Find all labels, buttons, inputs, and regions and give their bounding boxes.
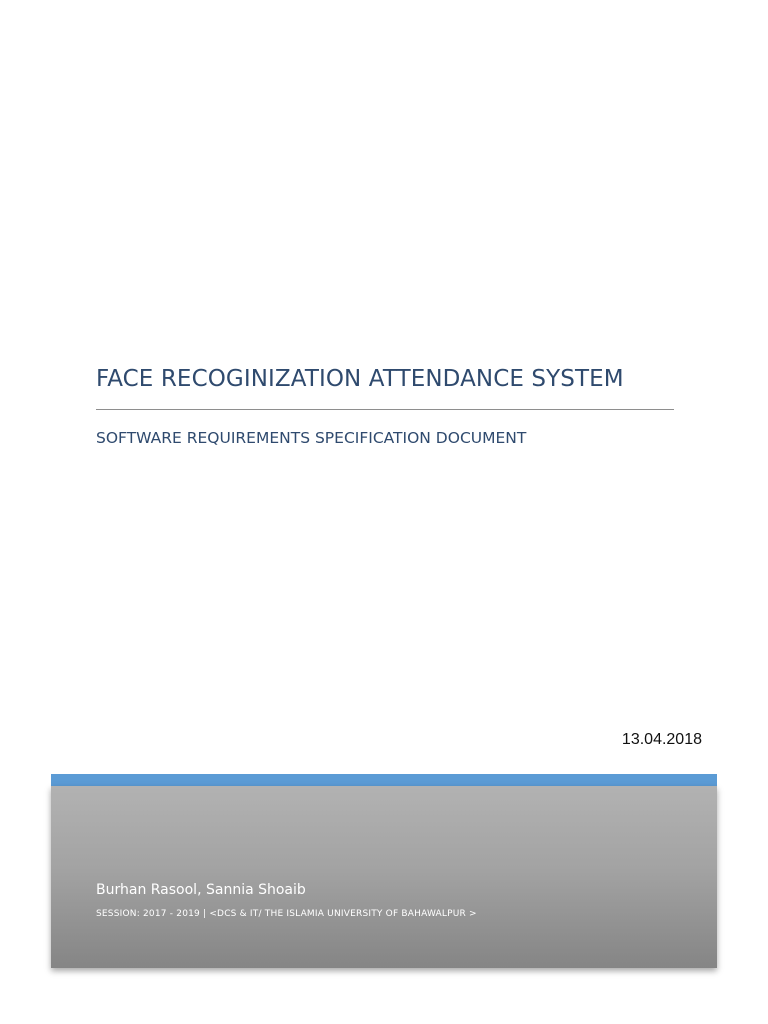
- session-text: SESSION: 2017 - 2019 | <DCS & IT/ THE ISLAMIA UNIVERSITY OF BAHAWALPUR >: [96, 909, 477, 919]
- document-date: 13.04.2018: [621, 731, 702, 748]
- document-title: FACE RECOGINIZATION ATTENDANCE SYSTEM: [96, 366, 624, 392]
- footer-block: [51, 786, 717, 968]
- title-divider: [96, 409, 674, 410]
- document-subtitle: SOFTWARE REQUIREMENTS SPECIFICATION DOCUMENT: [96, 429, 527, 447]
- authors-text: Burhan Rasool, Sannia Shoaib: [96, 882, 306, 898]
- accent-bar: [51, 774, 717, 786]
